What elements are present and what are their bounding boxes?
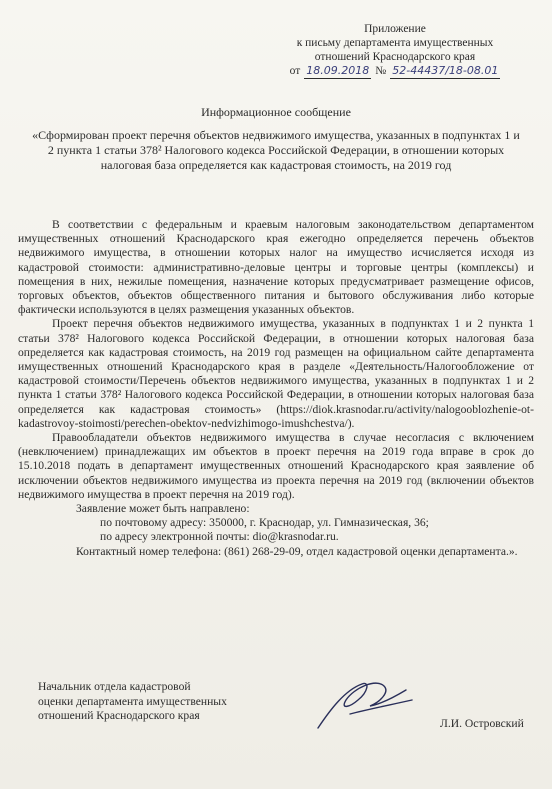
paragraph-4: Заявление может быть направлено: [76,502,250,516]
contact-phone: Контактный номер телефона: (861) 268-29-09, отдел кадастровой оценки департамента.». [76,544,518,558]
letter-date: 18.09.2018 [306,64,370,77]
appendix-header [255,22,535,79]
signer-name: Л.И. Островский [440,717,524,730]
paragraph-3: Правообладатели объектов недвижимого имущества в случае несогласия с включением (невключением) принадлежащих им объектов в проект перечня на 2019 года вправе в срок до 15.10.2018 подать в департамент имущественных отношений Краснодарского края заявление об исключении объектов недвижимого имущества из проекта перечня на 2019 год (включении объектов недвижимого имущества в проект перечня на 2019 год). [18,431,534,501]
document-title: Информационное сообщение [201,105,351,119]
paragraph-2: Проект перечня объектов недвижимого имущества, указанных в подпунктах 1 и 2 пункта 1 статьи 378² Налогового кодекса Российской Федерации, в отношении которых налоговая база определяется как кадастровая стоимость, на 2019 год размещен на официальном сайте департамента имущественных отношений Краснодарского края в разделе «Деятельность/Налогообложение от кадастровой стоимости/Перечень объектов недвижимого имущества, указанных в подпунктах 1 и 2 пункта 1 статьи 378² Налогового кодекса Российской Федерации, в отношении которых налоговая база определяется как кадастровая стоимость» (https://diok.krasnodar.ru/activity/nalogooblozhenie-ot-kadastrovoy-stoimosti/perechen-obektov-nedvizhimogo-imushchestva/). [18,317,534,430]
appendix-line-3: отношений Краснодарского края [314,51,476,63]
paragraph-1: В соответствии с федеральным и краевым налоговым законодательством департаментом имущественных отношений Краснодарского края ежегодно определяется перечень объектов недвижимого имущества, в отношении которых налог на имущество исчисляется исходя из кадастровой стоимости: административно-деловые центры и торговые центры (комплексы) и помещения в них, нежилые помещения, назначение которых предусматривает размещение офисов, торговых объектов, объектов общественного питания и бытового обслуживания либо которые фактически используются в целях размещения указанных объектов. [18,218,534,317]
appendix-date-row [255,64,535,79]
signatory-position [38,680,308,724]
document-body [18,218,534,559]
appendix-title: Приложение [364,23,426,35]
number-label: № [375,65,387,77]
postal-address: по почтовому адресу: 350000, г. Краснодар, ул. Гимназическая, 36; [100,516,429,530]
from-label: от [289,65,301,77]
signatory-line-3: отношений Краснодарского края [38,709,200,722]
letter-number: 52-44437/18-08.01 [392,64,499,77]
email-address: по адресу электронной почты: dio@krasnodar.ru. [100,530,339,544]
signatory-line-2: оценки департамента имущественных [38,694,227,708]
signatory-line-1: Начальник отдела кадастровой [38,680,191,693]
handwritten-signature [310,670,420,740]
subject-heading: «Сформирован проект перечня объектов недвижимого имущества, указанных в подпунктах 1 и 2 пункта 1 статьи 378² Налогового кодекса Российской Федерации, в отношении которых налоговая база определяется как кадастровая стоимость, на 2019 год [32,128,520,172]
appendix-line-2: к письму департамента имущественных [296,37,494,49]
